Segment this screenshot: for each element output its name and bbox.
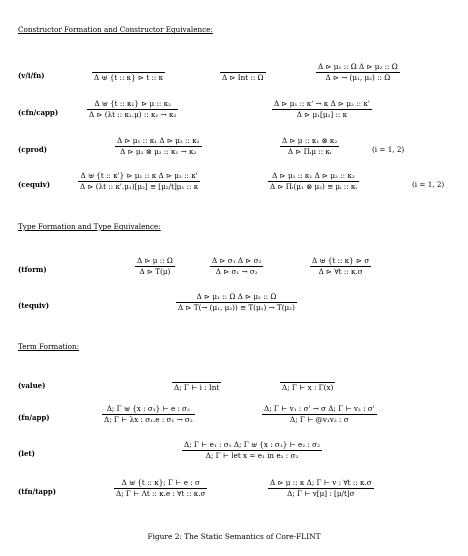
rule-row-fn-app [0, 404, 468, 434]
rule-row-label: (tequiv) [18, 301, 50, 310]
rule-premise: Δ ⊳ μ₁ :: Ω Δ ⊳ μ₂ :: Ω [196, 292, 277, 301]
rule-row-value [0, 372, 468, 402]
section-title-term: Term Formation: [18, 342, 80, 351]
rule-premise: Δ ⊳ μ₁ :: κ₁ Δ ⊳ μ₂ :: κ₂ [117, 136, 200, 145]
inference-rule [280, 372, 335, 393]
rule-conclusion: Δ; Γ ⊢ x : Γ(x) [282, 383, 334, 392]
inference-rule [102, 404, 195, 425]
rule-premise: Δ ⊳ μ₁ :: Ω Δ ⊳ μ₂ :: Ω [318, 62, 398, 71]
side-condition: (i = 1, 2) [372, 145, 405, 154]
inference-rule [272, 99, 372, 120]
rule-conclusion: Δ; Γ ⊢ Λt :: κ.e : ∀t :: κ.σ [116, 489, 206, 498]
inference-rule [262, 404, 377, 425]
rule-row-label: (tfn/tapp) [18, 487, 57, 496]
rule-conclusion: Δ ⊳ Πᵢμ :: κᵢ [287, 147, 332, 156]
rule-conclusion: Δ ⊳ Int :: Ω [222, 73, 264, 82]
rule-row-label: (let) [18, 449, 35, 458]
rule-conclusion: Δ; Γ ⊢ λx : σ₁.e : σ₁ → σ₂ [104, 415, 193, 424]
rule-conclusion: Δ ⊳ ∀t :: κ.σ [318, 267, 363, 276]
rule-conclusion: Δ; Γ ⊢ let x = e₁ in e₂ : σ₂ [205, 451, 299, 460]
inference-rule [92, 62, 165, 83]
rule-premise: Δ ⊳ σ₁ Δ ⊳ σ₂ [212, 256, 262, 265]
rule-row-label: (tform) [18, 265, 47, 274]
inference-rule [78, 171, 200, 192]
rule-conclusion: Δ; Γ ⊢ @v₁v₂ : σ [290, 415, 349, 424]
rule-premise: Δ ⊎ {t :: κ} ⊳ σ [312, 256, 370, 265]
inference-rule [172, 372, 221, 393]
rule-row-label: (cfn/capp) [18, 108, 59, 117]
rule-conclusion: Δ ⊳ T(→ (μ₁, μ₂)) ≡ T(μ₁) → T(μ₂) [178, 303, 295, 312]
rule-premise: Δ; Γ ⊎ {x : σ₁} ⊢ e : σ₂ [106, 404, 190, 413]
rule-premise: Δ; Γ ⊢ e₁ : σ₁ Δ; Γ ⊎ {x : σ₁} ⊢ e₂ : σ₂ [184, 440, 320, 449]
section-title-type: Type Formation and Type Equivalence: [18, 222, 161, 231]
rule-row-tfn-tapp [0, 478, 468, 508]
rule-premise: Δ ⊳ μ₁ :: κ₁ Δ ⊳ μ₂ :: κ₂ [272, 171, 355, 180]
rule-conclusion: Δ ⊳ μ₁[μ₂] :: κ [296, 110, 348, 119]
inference-rule [280, 136, 339, 157]
inference-rule [316, 62, 400, 83]
rule-row-label: (v/i/fn) [18, 71, 45, 80]
rule-row-label: (fn/app) [18, 413, 50, 422]
rule-row-tequiv [0, 292, 468, 322]
rule-conclusion: Δ ⊳ → (μ₁, μ₂) :: Ω [325, 73, 391, 82]
rule-conclusion: Δ ⊳ (λt :: κ₁.μ) :: κ₁ → κ₂ [89, 110, 177, 119]
rule-premise: Δ ⊳ μ :: κ Δ; Γ ⊢ v : ∀t :: κ.σ [270, 478, 372, 487]
rule-conclusion: Δ ⊳ T(μ) [139, 267, 171, 276]
rule-premise: Δ ⊳ μ :: Ω [137, 256, 173, 265]
rule-conclusion: Δ ⊳ μ₁ ⊗ μ₂ :: κ₁ → κ₂ [120, 147, 197, 156]
rule-row-cfn-capp [0, 99, 468, 129]
rule-conclusion: Δ; Γ ⊢ v[μ] : [μ/t]σ [287, 489, 355, 498]
rule-premise: Δ ⊎ {t :: κ'} ⊳ μ₁ :: κ Δ ⊳ μ₂ :: κ' [80, 171, 198, 180]
rule-row-let [0, 440, 468, 470]
inference-rule [220, 62, 266, 83]
rule-premise [241, 62, 245, 72]
rule-premise [306, 372, 310, 382]
rule-row-cprod [0, 136, 468, 166]
rule-premise: Δ; Γ ⊢ v₁ : σ' → σ Δ; Γ ⊢ v₂ : σ' [264, 404, 375, 413]
inference-rule [176, 292, 297, 313]
inference-rule [210, 256, 263, 277]
rule-row-cequiv [0, 171, 468, 201]
figure-caption: Figure 2: The Static Semantics of Core-FLINT [147, 532, 321, 541]
inference-rule [114, 478, 207, 499]
rule-conclusion: Δ ⊎ {t :: κ} ⊳ t :: κ [94, 73, 164, 82]
rule-row-label: (cprod) [18, 145, 48, 154]
inference-rule [268, 171, 359, 192]
rule-conclusion: Δ ⊳ Πᵢ(μ₁ ⊗ μ₂) ≡ μᵢ :: κᵢ [270, 182, 357, 191]
inference-rule [115, 136, 202, 157]
inference-rule [135, 256, 175, 277]
inference-rule [268, 478, 374, 499]
rule-premise [195, 372, 199, 382]
section-title-constructor: Constructor Formation and Constructor Equivalence: [18, 25, 213, 34]
rule-row-v-i-fn [0, 62, 468, 92]
rule-row-label: (cequiv) [18, 180, 51, 189]
rule-conclusion: Δ ⊳ σ₁ → σ₂ [215, 267, 258, 276]
inference-rule [310, 256, 371, 277]
side-condition: (i = 1, 2) [412, 180, 445, 189]
rule-premise: Δ ⊎ {t :: κ}; Γ ⊢ e : σ [121, 478, 200, 487]
rule-premise: Δ ⊳ μ :: κ₁ ⊗ κ₂ [282, 136, 338, 145]
rule-conclusion: Δ ⊳ (λt :: κ'.μ₁)[μ₂] ≡ [μ₂/t]μ₁ :: κ [80, 182, 199, 191]
rule-premise: Δ ⊳ μ₁ :: κ' → κ Δ ⊳ μ₂ :: κ' [274, 99, 370, 108]
rule-row-label: (value) [18, 381, 46, 390]
rule-premise [127, 62, 131, 72]
rule-premise: Δ ⊎ {t :: κ₁} ⊳ μ :: κ₂ [94, 99, 171, 108]
rule-row-tform [0, 256, 468, 286]
inference-rule [87, 99, 178, 120]
inference-rule [182, 440, 322, 461]
rule-conclusion: Δ; Γ ⊢ i : Int [174, 383, 220, 392]
